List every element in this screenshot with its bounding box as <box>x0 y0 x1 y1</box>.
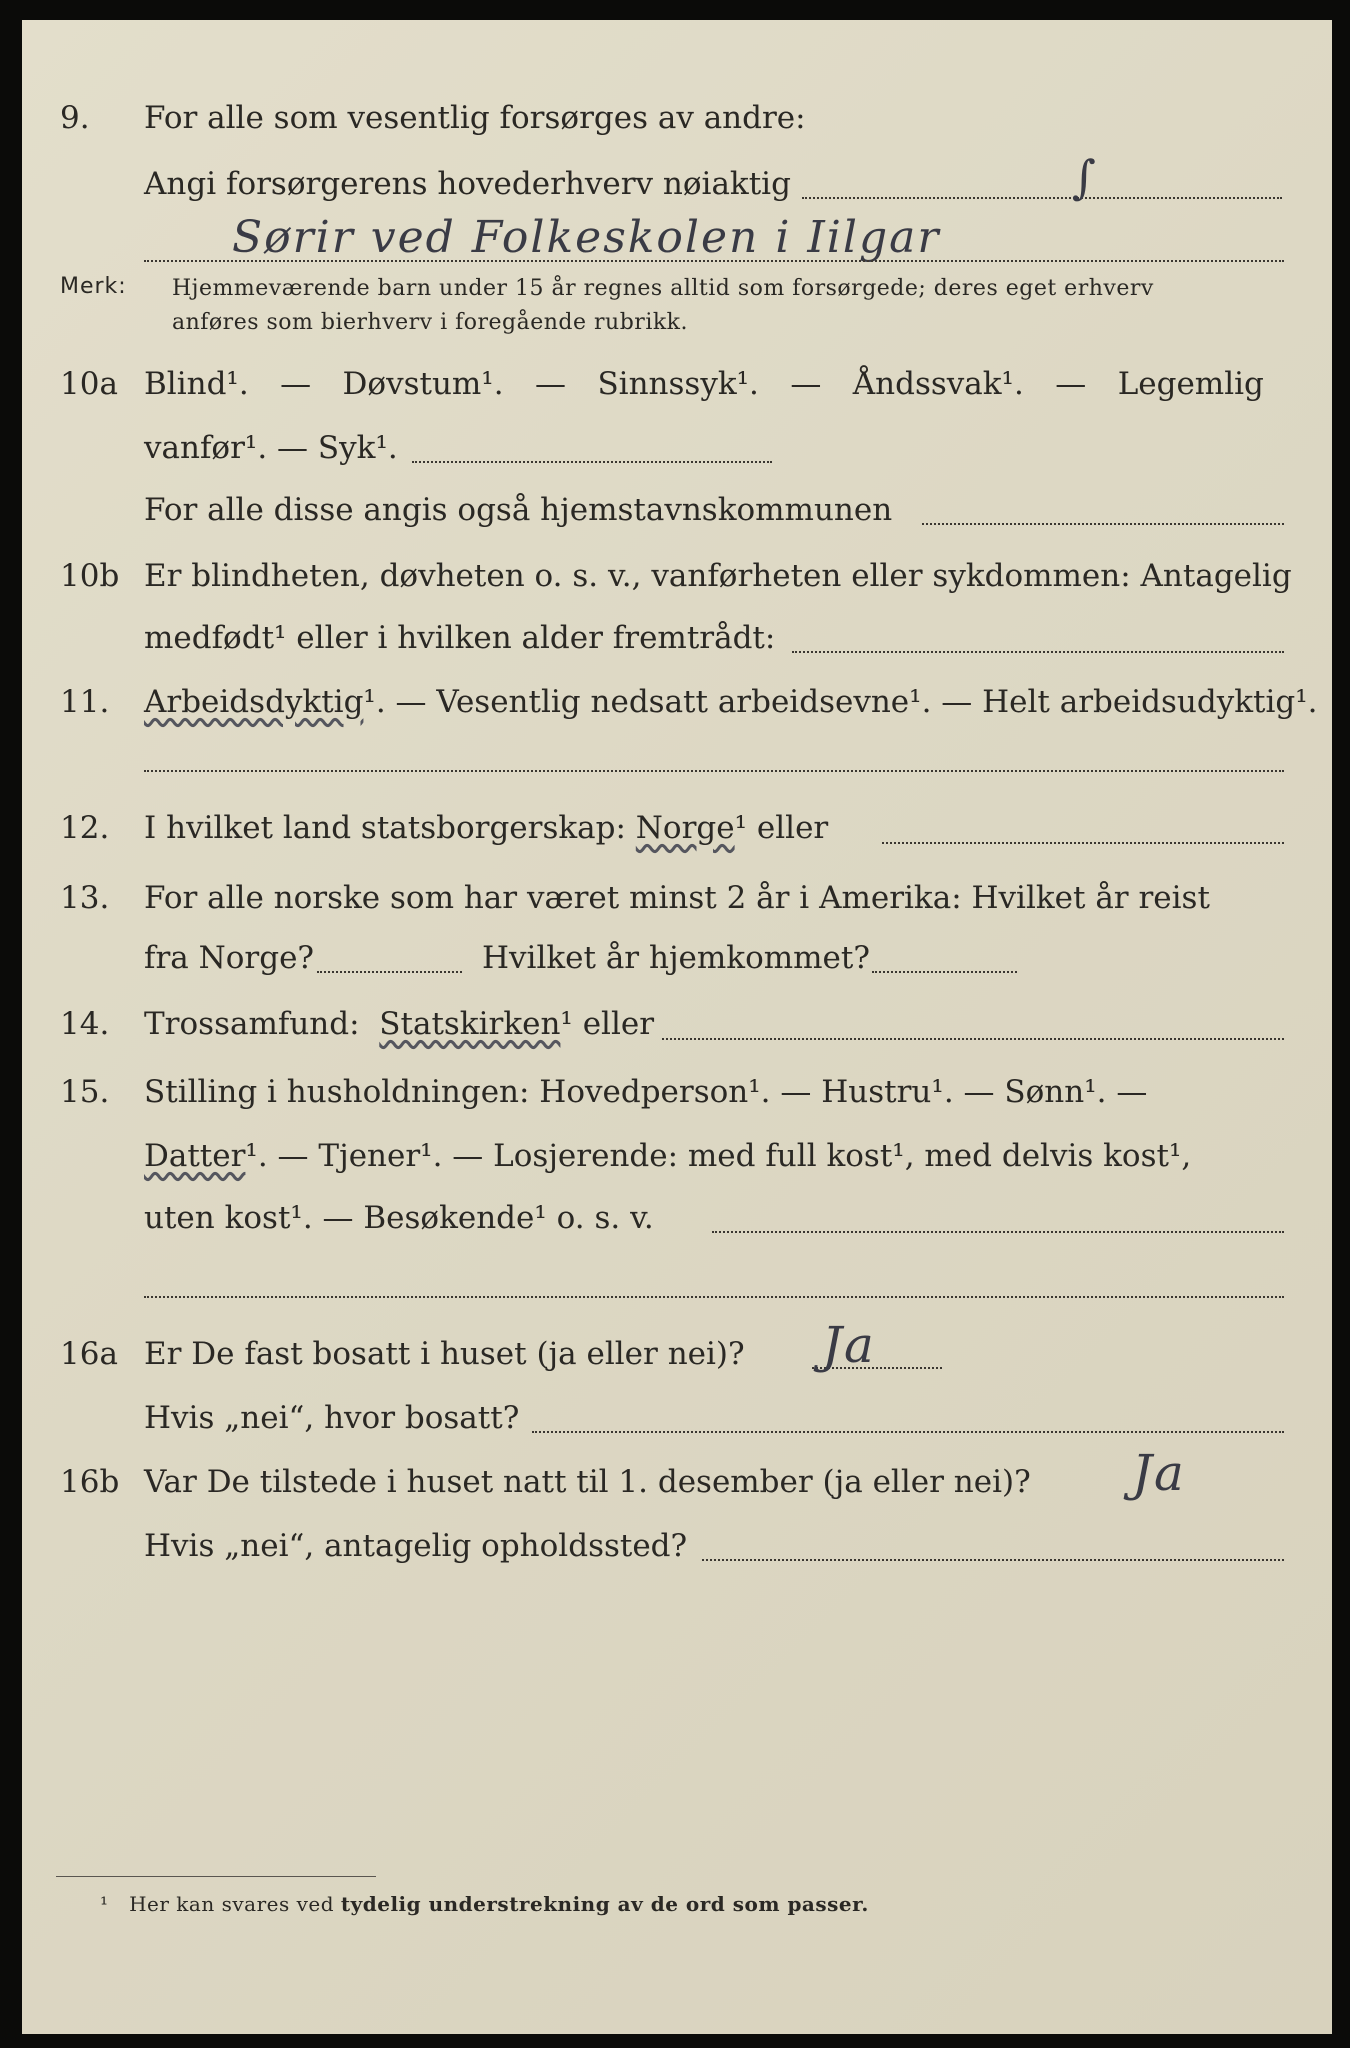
question-16a-number: 16a <box>60 1336 118 1372</box>
dash: — <box>280 366 312 402</box>
question-13-reist-line[interactable] <box>317 971 462 973</box>
question-14-eller: ¹ eller <box>560 1006 655 1042</box>
question-9-prompt: Angi forsørgerens hovederhverv nøiaktig <box>144 166 791 202</box>
question-16b-handwritten-answer: Ja <box>1132 1444 1186 1502</box>
question-14-number: 14. <box>60 1006 110 1042</box>
note-label: Merk: <box>60 274 127 299</box>
question-15-number: 15. <box>60 1074 110 1110</box>
question-10a-hjemstavn: For alle disse angis også hjemstavnskommunen <box>144 492 893 528</box>
question-10b-prompt: medfødt¹ eller i hvilken alder fremtrådt: <box>144 620 776 656</box>
question-16a-handwritten-answer: Ja <box>822 1316 876 1374</box>
question-14-text <box>144 1006 654 1042</box>
question-13-text: For alle norske som har været minst 2 år i Amerika: Hvilket år reist <box>144 880 1210 916</box>
question-10a-number: 10a <box>60 366 118 402</box>
footnote <box>100 1892 869 1916</box>
option-andssvak[interactable]: Åndssvak¹. <box>852 366 1024 402</box>
option-arbeidsdyktig-underlined[interactable]: Arbeidsdyktig <box>144 684 364 720</box>
question-16a-bosatt-line[interactable] <box>532 1431 1284 1433</box>
footnote-bold: tydelig understrekning av de ord som passer. <box>340 1892 869 1916</box>
question-10a-options <box>144 366 1264 402</box>
question-16b-prompt: Hvis „nei“, antagelig opholdssted? <box>144 1528 688 1564</box>
question-16b-number: 16b <box>60 1464 120 1500</box>
dash: — <box>790 366 822 402</box>
question-12-text <box>144 810 828 846</box>
question-9-text: For alle som vesentlig forsørges av andre: <box>144 100 806 136</box>
option-blind[interactable]: Blind¹. <box>144 366 249 402</box>
option-norge-underlined[interactable]: Norge <box>635 810 735 846</box>
question-9-answer-line-2[interactable] <box>144 260 1284 262</box>
question-12-eller: ¹ eller <box>734 810 829 846</box>
dash: — <box>1055 366 1087 402</box>
question-15-line1[interactable]: Stilling i husholdningen: Hovedperson¹. — Hustru¹. — Sønn¹. — <box>144 1074 1148 1110</box>
option-datter-underlined[interactable]: Datter <box>144 1138 246 1174</box>
note-line-2: anføres som bierhverv i foregående rubrikk. <box>172 310 689 335</box>
question-12-prompt: I hvilket land statsborgerskap: <box>144 810 626 846</box>
question-11-answer-line[interactable] <box>144 770 1284 772</box>
question-12-answer-line[interactable] <box>882 842 1284 844</box>
question-10b-answer-line[interactable] <box>792 651 1284 653</box>
question-13-reist: fra Norge? <box>144 940 315 976</box>
question-10b-text: Er blindheten, døvheten o. s. v., vanførheten eller sykdommen: Antagelig <box>144 558 1292 594</box>
question-13-number: 13. <box>60 880 110 916</box>
question-10b-number: 10b <box>60 558 120 594</box>
dash: — <box>535 366 567 402</box>
question-16a-prompt: Hvis „nei“, hvor bosatt? <box>144 1400 520 1436</box>
footnote-mark: ¹ <box>100 1892 109 1916</box>
footnote-plain: Her kan svares ved <box>129 1892 335 1916</box>
question-10a-hjemstavn-line[interactable] <box>922 523 1284 525</box>
question-15-answer-line-1[interactable] <box>712 1231 1284 1233</box>
question-14-answer-line[interactable] <box>662 1038 1284 1040</box>
question-10a-vanfor-syk[interactable]: vanfør¹. — Syk¹. <box>144 430 398 466</box>
note-line-1: Hjemmeværende barn under 15 år regnes alltid som forsørgede; deres eget erhverv <box>172 276 1154 301</box>
question-9-answer-line-1[interactable] <box>802 197 1282 199</box>
question-15-line2-text <box>144 1138 1191 1174</box>
question-11-options <box>144 684 1318 720</box>
option-sinnssyk[interactable]: Sinnssyk¹. <box>597 366 759 402</box>
census-form-page <box>22 20 1332 2034</box>
question-9-number: 9. <box>60 100 90 136</box>
option-statskirken-underlined[interactable]: Statskirken <box>379 1006 561 1042</box>
footnote-rule <box>56 1876 376 1877</box>
question-12-number: 12. <box>60 810 110 846</box>
option-dovstum[interactable]: Døvstum¹. <box>342 366 504 402</box>
question-10a-syk-line[interactable] <box>412 461 772 463</box>
question-15-answer-line-2[interactable] <box>144 1296 1284 1298</box>
question-15-line3-text[interactable]: uten kost¹. — Besøkende¹ o. s. v. <box>144 1200 654 1236</box>
question-14-prompt: Trossamfund: <box>144 1006 360 1042</box>
question-13-hjemkommet: Hvilket år hjemkommet? <box>482 940 870 976</box>
question-11-number: 11. <box>60 684 110 720</box>
question-9-answer-mark: ∫ <box>1072 150 1098 204</box>
question-11-rest[interactable]: ¹. — Vesentlig nedsatt arbeidsevne¹. — Helt arbeidsudyktig¹. <box>363 684 1318 720</box>
question-9-handwritten-answer: Sørir ved Folkeskolen i Iilgar <box>232 212 941 263</box>
option-legemlig[interactable]: Legemlig <box>1117 366 1264 402</box>
question-16b-answer-line[interactable] <box>702 1559 1284 1561</box>
question-13-hjemkommet-line[interactable] <box>872 971 1017 973</box>
question-15-line2-rest[interactable]: ¹. — Tjener¹. — Losjerende: med full kost¹, med delvis kost¹, <box>245 1138 1192 1174</box>
question-16b-text: Var De tilstede i huset natt til 1. desember (ja eller nei)? <box>144 1464 1031 1500</box>
question-16a-text: Er De fast bosatt i huset (ja eller nei)? <box>144 1336 745 1372</box>
